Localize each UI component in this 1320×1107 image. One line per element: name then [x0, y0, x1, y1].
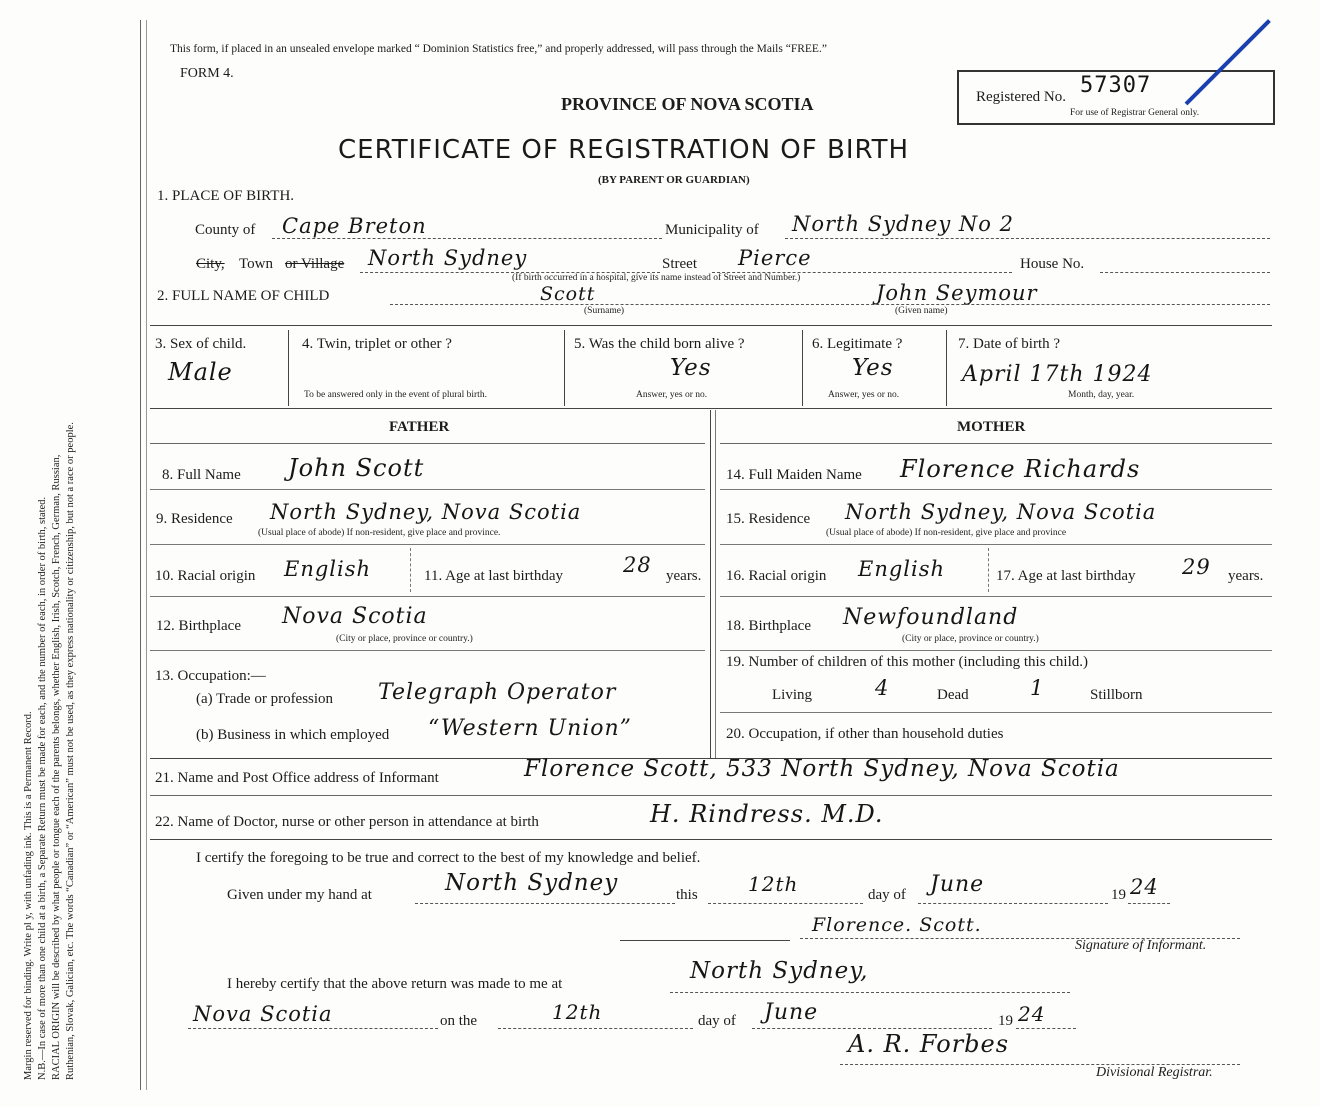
mother-row-rule-2 — [720, 544, 1272, 545]
section-bottom-line — [150, 408, 1272, 409]
mother-children-label: 19. Number of children of this mother (including this child.) — [726, 654, 1089, 670]
mother-years: years. — [1228, 568, 1264, 584]
binding-margin-line-inner — [146, 20, 147, 1090]
father-race-label: 10. Racial origin — [155, 568, 256, 584]
town-value: North Sydney — [368, 246, 528, 270]
mother-res-label: 15. Residence — [726, 511, 811, 527]
child-surname: Scott — [540, 283, 596, 305]
registered-number: 57307 — [1080, 73, 1152, 98]
twin-label: 4. Twin, triplet or other ? — [302, 336, 452, 352]
registrar-place-rule — [670, 992, 1070, 993]
legit-note: Answer, yes or no. — [828, 390, 900, 400]
father-birth-value: Nova Scotia — [282, 604, 428, 629]
mother-res-value: North Sydney, Nova Scotia — [845, 500, 1157, 524]
father-business-value: “Western Union” — [428, 716, 632, 741]
child-name-rule — [390, 304, 1270, 305]
dob-label: 7. Date of birth ? — [958, 336, 1061, 352]
margin-line-4: Ruthenian, Slovak, Galician, etc. The words “Canadian” or “American” must not be used, as they express nationality or citizenship, but not a race or people. — [65, 422, 76, 1080]
father-row-rule-4 — [150, 650, 705, 651]
informant-label: 21. Name and Post Office address of Informant — [155, 770, 439, 786]
divider-4-5 — [564, 330, 565, 406]
mother-race-label: 16. Racial origin — [726, 568, 827, 584]
registrar-dayof-label: day of — [698, 1013, 736, 1029]
registrar-year-rule — [1016, 1028, 1076, 1029]
mother-heading: MOTHER — [957, 419, 1026, 435]
binding-margin-line — [140, 20, 141, 1090]
father-row-rule-3 — [150, 596, 705, 597]
mother-row-rule-1 — [720, 489, 1272, 490]
father-res-value: North Sydney, Nova Scotia — [270, 500, 582, 524]
registrar-day: 12th — [552, 1000, 603, 1024]
certify-place-rule — [415, 903, 675, 904]
certificate-title: CERTIFICATE OF REGISTRATION OF BIRTH — [338, 135, 910, 165]
certify-day-rule — [708, 903, 863, 904]
or-village-label: or Village — [285, 256, 345, 272]
divider-3-4 — [288, 330, 289, 406]
child-given-name: John Seymour — [876, 281, 1038, 305]
divider-5-6 — [802, 330, 803, 406]
town-label: Town — [239, 256, 273, 272]
father-race-divider — [410, 548, 411, 592]
father-row-rule-2 — [150, 544, 705, 545]
certify-year-prefix: 19 — [1111, 887, 1126, 903]
father-birth-label: 12. Birthplace — [156, 618, 241, 634]
county-rule — [272, 238, 662, 239]
certify-year-suffix: 24 — [1130, 875, 1159, 899]
municipality-value: North Sydney No 2 — [792, 212, 1014, 236]
father-res-note: (Usual place of abode) If non-resident, give place and province. — [258, 528, 501, 538]
margin-line-1: Margin reserved for binding. Write pl y, with unfading ink. This is a Permanent Record. — [23, 711, 34, 1080]
certify-dayof-label: day of — [868, 887, 906, 903]
certify-place: North Sydney — [445, 870, 619, 896]
registrar-place2-rule — [188, 1028, 438, 1029]
dead-value: 1 — [1030, 676, 1045, 700]
certify-year-rule — [1128, 903, 1170, 904]
registrar-place-2: Nova Scotia — [193, 1002, 333, 1026]
registered-label: Registered No. — [976, 89, 1066, 105]
informant-bottom-line — [150, 795, 1272, 796]
divider-6-7 — [946, 330, 947, 406]
registrar-place: North Sydney, — [690, 958, 869, 984]
house-label: House No. — [1020, 256, 1085, 272]
given-name-caption: (Given name) — [895, 306, 948, 316]
informant-signature: Florence. Scott. — [812, 914, 982, 936]
certify-month-rule — [918, 903, 1108, 904]
street-label: Street — [662, 256, 697, 272]
registrar-signature: A. R. Forbes — [848, 1030, 1010, 1058]
father-birth-note: (City or place, province or country.) — [336, 634, 473, 644]
mother-birth-value: Newfoundland — [843, 605, 1019, 630]
father-name-label: 8. Full Name — [162, 467, 241, 483]
legit-label: 6. Legitimate ? — [812, 336, 903, 352]
given-under-label: Given under my hand at — [227, 887, 372, 903]
province-heading: PROVINCE OF NOVA SCOTIA — [561, 94, 814, 114]
father-occ-label: 13. Occupation:— — [155, 668, 266, 684]
twin-note: To be answered only in the event of plural birth. — [304, 390, 487, 400]
certify-this-label: this — [676, 887, 698, 903]
informant-value: Florence Scott, 533 North Sydney, Nova Scotia — [524, 756, 1120, 782]
mother-name-value: Florence Richards — [900, 455, 1141, 483]
mother-birth-note: (City or place, province or country.) — [902, 634, 1039, 644]
surname-caption: (Surname) — [584, 306, 625, 316]
legit-value: Yes — [852, 355, 894, 381]
sex-value: Male — [168, 358, 233, 386]
dob-value: April 17th 1924 — [962, 362, 1153, 387]
registrar-on-the-label: on the — [440, 1013, 478, 1029]
registrar-statement: I hereby certify that the above return was made to me at — [227, 976, 563, 992]
mother-age-label: 17. Age at last birthday — [996, 568, 1136, 584]
living-label: Living — [772, 687, 812, 703]
stillborn-label: Stillborn — [1090, 687, 1143, 703]
registrar-year-suffix: 24 — [1018, 1002, 1046, 1026]
registered-note: For use of Registrar General only. — [1070, 108, 1200, 118]
dead-label: Dead — [937, 687, 969, 703]
informant-signature-caption: Signature of Informant. — [1075, 938, 1207, 953]
father-trade-value: Telegraph Operator — [378, 680, 617, 705]
father-business-label: (b) Business in which employed — [196, 727, 390, 743]
mother-name-label: 14. Full Maiden Name — [726, 467, 862, 483]
form-number: FORM 4. — [180, 66, 234, 81]
certify-day: 12th — [748, 872, 799, 896]
mother-birth-label: 18. Birthplace — [726, 618, 811, 634]
child-name-label: 2. FULL NAME OF CHILD — [157, 288, 330, 304]
father-name-value: John Scott — [288, 454, 425, 482]
certificate-subtitle: (BY PARENT OR GUARDIAN) — [598, 174, 750, 186]
dob-note: Month, day, year. — [1068, 390, 1135, 400]
parents-divider-inner — [715, 410, 716, 758]
street-value: Pierce — [738, 246, 812, 270]
father-age-label: 11. Age at last birthday — [424, 568, 563, 584]
mother-row-rule-5 — [720, 712, 1272, 713]
certify-statement: I certify the foregoing to be true and correct to the best of my knowledge and belief. — [196, 850, 701, 866]
informant-signature-short-rule — [620, 940, 790, 941]
certify-month: June — [930, 872, 985, 897]
municipality-rule — [785, 238, 1270, 239]
mother-race-divider — [988, 548, 989, 592]
sex-label: 3. Sex of child. — [155, 336, 247, 352]
mail-notice: This form, if placed in an unsealed envelope marked “ Dominion Statistics free,” and properly addressed, will pass through the Mails “FREE.” — [170, 43, 827, 55]
doctor-value: H. Rindress. M.D. — [650, 800, 884, 828]
father-heading: FATHER — [389, 419, 450, 435]
mother-age-value: 29 — [1182, 555, 1211, 579]
registrar-day-rule — [498, 1028, 693, 1029]
parents-divider — [710, 410, 711, 758]
registrar-year-prefix: 19 — [998, 1013, 1013, 1029]
father-age-value: 28 — [623, 553, 652, 577]
doctor-bottom-line — [150, 839, 1272, 840]
mother-row-rule-4 — [720, 650, 1272, 651]
mother-heading-rule — [720, 443, 1272, 444]
alive-note: Answer, yes or no. — [636, 390, 708, 400]
registrar-month-rule — [752, 1028, 992, 1029]
section-top-line — [150, 325, 1272, 326]
margin-instructions — [22, 20, 78, 1080]
alive-value: Yes — [670, 355, 712, 381]
county-value: Cape Breton — [282, 214, 427, 238]
hospital-note: (If birth occurred in a hospital, give its name instead of Street and Number.) — [512, 273, 801, 283]
father-res-label: 9. Residence — [156, 511, 233, 527]
mother-row-rule-3 — [720, 596, 1272, 597]
alive-label: 5. Was the child born alive ? — [574, 336, 745, 352]
margin-line-2: N.B.—In case of more than one child at a birth, a Separate Return must be made for each, and the number of each, in order of birth, stated. — [37, 496, 48, 1080]
mother-occ-label: 20. Occupation, if other than household duties — [726, 726, 1004, 742]
father-trade-label: (a) Trade or profession — [196, 691, 334, 707]
doctor-label: 22. Name of Doctor, nurse or other person in attendance at birth — [155, 814, 539, 830]
county-label: County of — [195, 222, 256, 238]
house-rule — [1100, 272, 1270, 273]
mother-race-value: English — [858, 557, 946, 581]
registrar-month: June — [764, 1000, 819, 1025]
mother-res-note: (Usual place of abode) If non-resident, give place and province — [826, 528, 1067, 538]
father-race-value: English — [284, 557, 372, 581]
living-value: 4 — [875, 676, 890, 700]
father-years: years. — [666, 568, 702, 584]
city-label: City, — [196, 256, 225, 272]
registrar-caption: Divisional Registrar. — [1096, 1065, 1213, 1080]
margin-line-3: RACIAL ORIGIN will be described by what people or tongue each of the parents belongs, whether English, Irish, Scotch, French, German, Russian, — [51, 454, 62, 1080]
municipality-label: Municipality of — [665, 222, 759, 238]
father-row-rule-1 — [150, 489, 705, 490]
father-heading-rule — [150, 443, 705, 444]
place-heading: 1. PLACE OF BIRTH. — [157, 188, 295, 204]
